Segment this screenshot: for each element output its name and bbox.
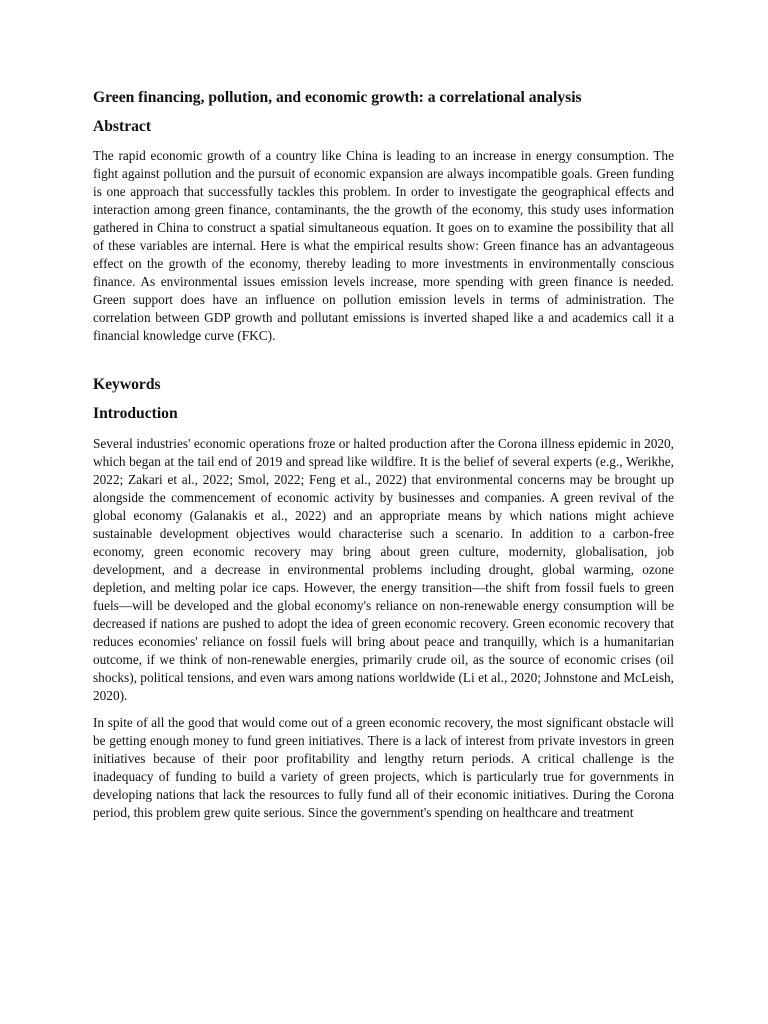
abstract-paragraph: The rapid economic growth of a country like China is leading to an increase in energy consumption. The fight against pollution and the pursuit of economic expansion are always incompatible goals. Green funding is one approach that successfully tackles this problem. In order to investigate the geographical effects and interaction among green finance, contaminants, the the growth of the economy, this study uses information gathered in China to construct a spatial simultaneous equation. It goes on to examine the possibility that all of these variables are internal. Here is what the empirical results show: Green finance has an advantageous effect on the growth of the economy, thereby leading to more investments in environmentally conscious finance. As environmental issues emission levels increase, more spending with green finance is needed. Green support does have an influence on pollution emission levels in terms of administration. The correlation between GDP growth and pollutant emissions is inverted shaped like a and academics call it a financial knowledge curve (FKC). <box>93 148 674 343</box>
abstract-heading: Abstract <box>93 118 152 135</box>
keywords-heading: Keywords <box>93 376 161 393</box>
document-page <box>93 88 674 822</box>
introduction-heading: Introduction <box>93 405 178 422</box>
introduction-paragraph-2: In spite of all the good that would come out of a green economic recovery, the most significant obstacle will be getting enough money to fund green initiatives. There is a lack of interest from private investors in green initiatives because of their poor profitability and lengthy return periods. A critical challenge is the inadequacy of funding to build a variety of green projects, which is particularly true for governments in developing nations that lack the resources to fully fund all of their economic initiatives. During the Corona period, this problem grew quite serious. Since the government's spending on healthcare and treatment <box>93 715 674 820</box>
introduction-paragraph-1: Several industries' economic operations froze or halted production after the Corona illness epidemic in 2020, which began at the tail end of 2019 and spread like wildfire. It is the belief of several experts (e.g., Werikhe, 2022; Zakari et al., 2022; Smol, 2022; Feng et al., 2022) that environmental concerns may be brought up alongside the commencement of economic activity by businesses and companies. A green revival of the global economy (Galanakis et al., 2022) and an appropriate means by which nations might achieve sustainable development objectives would characterise such a scenario. In addition to a carbon-free economy, green economic recovery may bring about green culture, modernity, globalisation, job development, and a decrease in environmental problems including drought, global warming, ozone depletion, and melting polar ice caps. However, the energy transition—the shift from fossil fuels to green fuels—will be developed and the global economy's reliance on non-renewable energy consumption will be decreased if nations are pushed to adopt the idea of green economic recovery. Green economic recovery that reduces economies' reliance on fossil fuels will bring about peace and tranquilly, which is a humanitarian outcome, if we think of non-renewable energies, primarily crude oil, as the source of economic crises (oil shocks), political tensions, and even wars among nations worldwide (Li et al., 2020; Johnstone and McLeish, 2020). <box>93 436 674 703</box>
document-title: Green financing, pollution, and economic growth: a correlational analysis <box>93 89 582 106</box>
